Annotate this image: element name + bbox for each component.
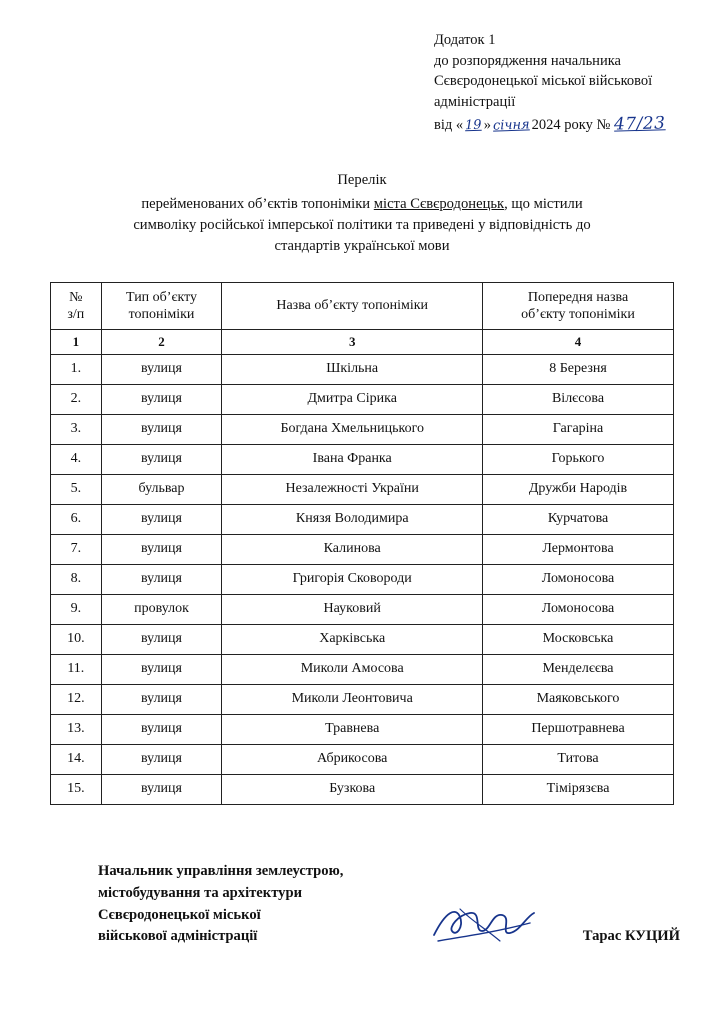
row-name: Дмитра Сірика xyxy=(222,384,483,414)
signatory-title-line-4: військової адміністрації xyxy=(98,928,258,945)
table-row xyxy=(51,384,674,414)
row-previous-name: Курчатова xyxy=(483,504,674,534)
handwritten-order-number: 47/23 xyxy=(614,113,667,135)
table-row xyxy=(51,444,674,474)
column-header-previous-line1: Попередня назва xyxy=(527,289,629,305)
signatory-title-line-1: Начальник управління землеустрою, xyxy=(98,862,344,879)
row-number: 14. xyxy=(51,744,102,774)
row-previous-name: Московська xyxy=(483,624,674,654)
row-type: бульвар xyxy=(101,474,222,504)
row-type: вулиця xyxy=(101,624,222,654)
row-number: 6. xyxy=(51,504,102,534)
row-number: 5. xyxy=(51,474,102,504)
row-name: Івана Франка xyxy=(222,444,483,474)
title-line-2 xyxy=(36,194,688,215)
row-type: вулиця xyxy=(101,534,222,564)
row-type: вулиця xyxy=(101,744,222,774)
column-header-name: Назва об’єкту топоніміки xyxy=(222,282,483,329)
table-row xyxy=(51,594,674,624)
row-previous-name: Горького xyxy=(483,444,674,474)
row-previous-name: Вілєсова xyxy=(483,384,674,414)
row-number: 10. xyxy=(51,624,102,654)
row-number: 7. xyxy=(51,534,102,564)
title-line-2-c: , що містили xyxy=(504,195,583,212)
row-number: 9. xyxy=(51,594,102,624)
table-body xyxy=(51,354,674,804)
row-number: 8. xyxy=(51,564,102,594)
table-row xyxy=(51,714,674,744)
row-previous-name: Лермонтова xyxy=(483,534,674,564)
signatory-name: Тарас КУЦИЙ xyxy=(582,928,680,945)
title-line-2-a: перейменованих об’єктів топоніміки xyxy=(141,195,374,212)
column-index-2: 2 xyxy=(101,329,222,354)
table-column-number-row xyxy=(51,329,674,354)
column-header-number-line2: з/п xyxy=(67,306,85,322)
date-prefix: від « xyxy=(434,117,464,134)
row-previous-name: Дружби Народів xyxy=(483,474,674,504)
row-name: Абрикосова xyxy=(222,744,483,774)
column-index-1: 1 xyxy=(51,329,102,354)
row-number: 3. xyxy=(51,414,102,444)
title-line-4: стандартів української мови xyxy=(274,238,450,255)
table-row xyxy=(51,354,674,384)
row-number: 13. xyxy=(51,714,102,744)
header-line-2: до розпорядження начальника xyxy=(434,52,621,69)
row-type: вулиця xyxy=(101,414,222,444)
document-header xyxy=(434,30,688,136)
row-number: 15. xyxy=(51,774,102,804)
row-name: Григорія Сковороди xyxy=(222,564,483,594)
title-city-underlined: міста Сєвєродонецьк xyxy=(373,195,505,212)
row-name: Миколи Леонтовича xyxy=(222,684,483,714)
row-previous-name: Титова xyxy=(483,744,674,774)
column-header-type xyxy=(101,282,222,329)
row-type: вулиця xyxy=(101,384,222,414)
row-previous-name: Першотравнева xyxy=(483,714,674,744)
row-name: Науковий xyxy=(222,594,483,624)
column-index-3: 3 xyxy=(222,329,483,354)
table-row xyxy=(51,564,674,594)
table-row xyxy=(51,414,674,444)
row-name: Шкільна xyxy=(222,354,483,384)
table-row xyxy=(51,624,674,654)
row-type: вулиця xyxy=(101,774,222,804)
row-number: 12. xyxy=(51,684,102,714)
row-number: 11. xyxy=(51,654,102,684)
row-name: Богдана Хмельницького xyxy=(222,414,483,444)
row-name: Травнева xyxy=(222,714,483,744)
column-header-type-line2: топоніміки xyxy=(128,306,195,322)
row-previous-name: Тімірязєва xyxy=(483,774,674,804)
table-row xyxy=(51,744,674,774)
row-number: 1. xyxy=(51,354,102,384)
row-number: 4. xyxy=(51,444,102,474)
row-previous-name: Менделєєва xyxy=(483,654,674,684)
column-header-previous-line2: об’єкту топоніміки xyxy=(521,306,635,322)
column-header-number-line1: № xyxy=(69,289,83,305)
row-type: вулиця xyxy=(101,504,222,534)
row-type: вулиця xyxy=(101,354,222,384)
row-previous-name: 8 Березня xyxy=(483,354,674,384)
column-header-previous-name xyxy=(483,282,674,329)
row-type: провулок xyxy=(101,594,222,624)
table-row xyxy=(51,534,674,564)
row-previous-name: Маяковського xyxy=(483,684,674,714)
table-row xyxy=(51,684,674,714)
row-name: Бузкова xyxy=(222,774,483,804)
row-previous-name: Ломоносова xyxy=(483,564,674,594)
row-name: Князя Володимира xyxy=(222,504,483,534)
table-row xyxy=(51,474,674,504)
signature-block xyxy=(98,861,698,949)
row-previous-name: Ломоносова xyxy=(483,594,674,624)
signatory-title-line-3: Сєвєродонецької міської xyxy=(98,906,261,923)
signatory-title xyxy=(98,861,398,949)
signatory-title-line-2: містобудування та архітектури xyxy=(98,884,302,901)
table-row xyxy=(51,774,674,804)
row-type: вулиця xyxy=(101,564,222,594)
row-name: Калинова xyxy=(222,534,483,564)
table-header-row xyxy=(51,282,674,329)
table-row xyxy=(51,504,674,534)
table-head xyxy=(51,282,674,354)
handwritten-signature-icon xyxy=(430,901,540,949)
toponymy-table xyxy=(50,282,674,805)
column-index-4: 4 xyxy=(483,329,674,354)
header-line-1: Додаток 1 xyxy=(434,32,496,48)
table-row xyxy=(51,654,674,684)
row-previous-name: Гагаріна xyxy=(483,414,674,444)
handwritten-day: 19 xyxy=(464,118,482,134)
row-type: вулиця xyxy=(101,714,222,744)
column-header-number xyxy=(51,282,102,329)
handwritten-month: січня xyxy=(492,117,530,134)
row-type: вулиця xyxy=(101,654,222,684)
row-type: вулиця xyxy=(101,444,222,474)
row-name: Миколи Амосова xyxy=(222,654,483,684)
header-line-4: адміністрації xyxy=(434,93,516,110)
document-title-block xyxy=(36,170,688,257)
header-date-line xyxy=(434,112,688,136)
row-name: Харківська xyxy=(222,624,483,654)
date-quote: » xyxy=(483,117,491,134)
row-name: Незалежності України xyxy=(222,474,483,504)
title-line-3: символіку російської імперської політики та приведені у відповідність до xyxy=(133,217,591,234)
date-year: 2024 року № xyxy=(531,117,611,134)
row-number: 2. xyxy=(51,384,102,414)
page-title: Перелік xyxy=(337,172,387,189)
row-type: вулиця xyxy=(101,684,222,714)
column-header-type-line1: Тип об’єкту xyxy=(125,289,198,305)
header-line-3: Сєвєродонецької міської військової xyxy=(434,73,653,90)
